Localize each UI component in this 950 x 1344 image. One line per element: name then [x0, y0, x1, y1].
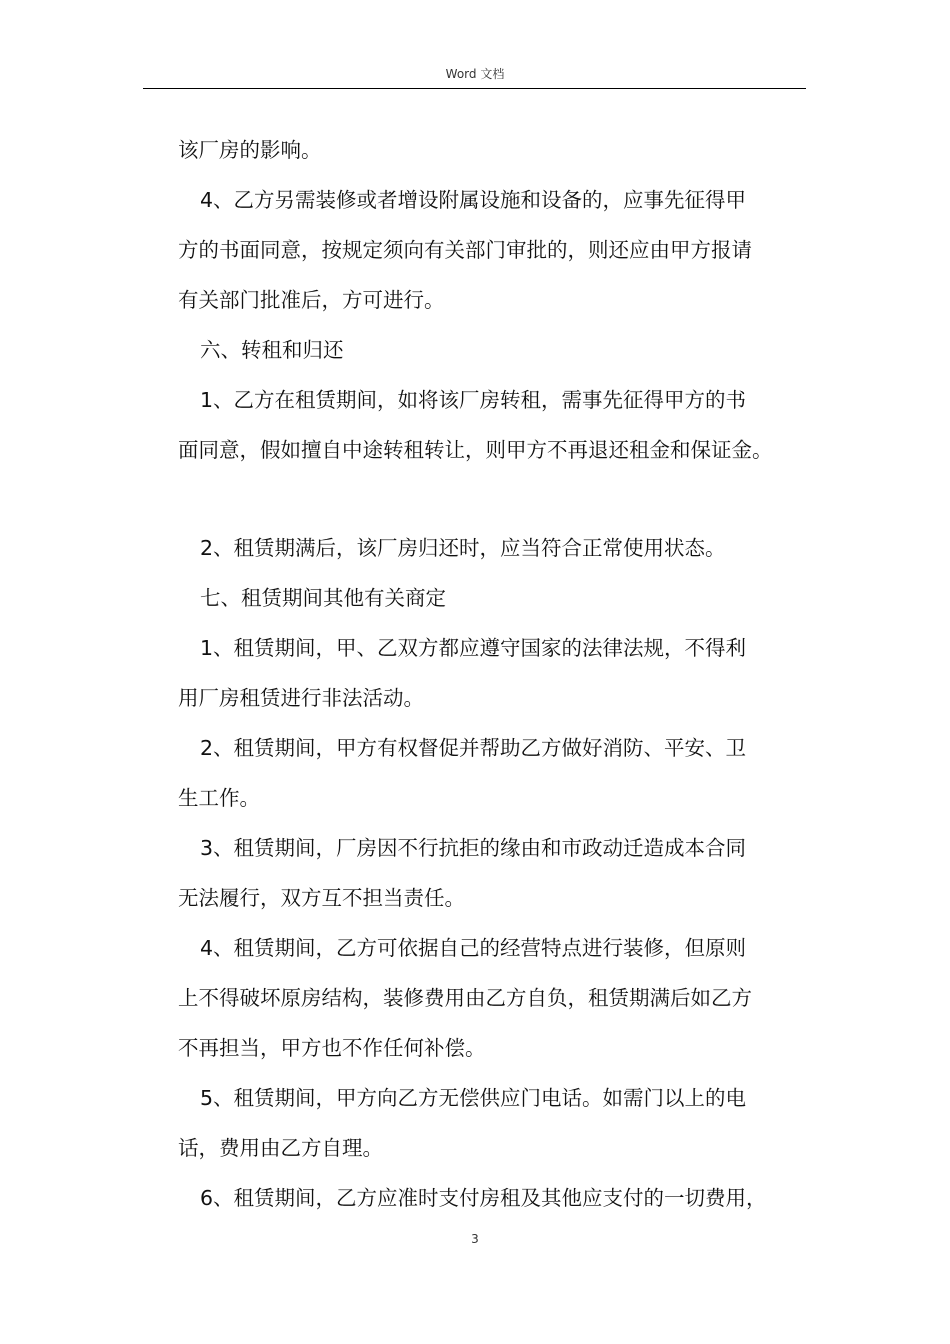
blank-line — [178, 482, 828, 530]
paragraph-line: 无法履行，双方互不担当责任。 — [178, 886, 465, 910]
paragraph-line: 5、租赁期间，甲方向乙方无偿供应门电话。如需门以上的电 — [200, 1086, 747, 1110]
paragraph-line: 有关部门批准后，方可进行。 — [178, 288, 445, 312]
paragraph-line: 1、乙方在租赁期间，如将该厂房转租，需事先征得甲方的书 — [200, 388, 747, 412]
paragraph-line: 话，费用由乙方自理。 — [178, 1136, 383, 1160]
paragraph-line: 生工作。 — [178, 786, 260, 810]
paragraph-line: 4、乙方另需装修或者增设附属设施和设备的，应事先征得甲 — [200, 188, 747, 212]
page-header: Word 文档 — [445, 67, 505, 81]
section-heading: 七、租赁期间其他有关商定 — [200, 586, 446, 610]
document-body — [178, 132, 828, 1230]
paragraph-line: 该厂房的影响。 — [178, 138, 322, 162]
paragraph-line: 1、租赁期间，甲、乙双方都应遵守国家的法律法规，不得利 — [200, 636, 747, 660]
paragraph-line: 2、租赁期间，甲方有权督促并帮助乙方做好消防、平安、卫 — [200, 736, 747, 760]
paragraph-line: 不再担当，甲方也不作任何补偿。 — [178, 1036, 486, 1060]
paragraph-line: 3、租赁期间，厂房因不行抗拒的缘由和市政动迁造成本合同 — [200, 836, 747, 860]
header-divider — [143, 88, 806, 89]
paragraph-line: 用厂房租赁进行非法活动。 — [178, 686, 424, 710]
page-number: 3 — [471, 1232, 479, 1246]
paragraph-line: 2、租赁期满后，该厂房归还时，应当符合正常使用状态。 — [200, 536, 726, 560]
paragraph-line: 6、租赁期间，乙方应准时支付房租及其他应支付的一切费用， — [200, 1186, 767, 1210]
paragraph-line: 面同意，假如擅自中途转租转让，则甲方不再退还租金和保证金。 — [178, 438, 773, 462]
section-heading: 六、转租和归还 — [200, 338, 344, 362]
paragraph-line: 方的书面同意，按规定须向有关部门审批的，则还应由甲方报请 — [178, 238, 752, 262]
paragraph-line: 4、租赁期间，乙方可依据自己的经营特点进行装修，但原则 — [200, 936, 747, 960]
paragraph-line: 上不得破坏原房结构，装修费用由乙方自负，租赁期满后如乙方 — [178, 986, 752, 1010]
